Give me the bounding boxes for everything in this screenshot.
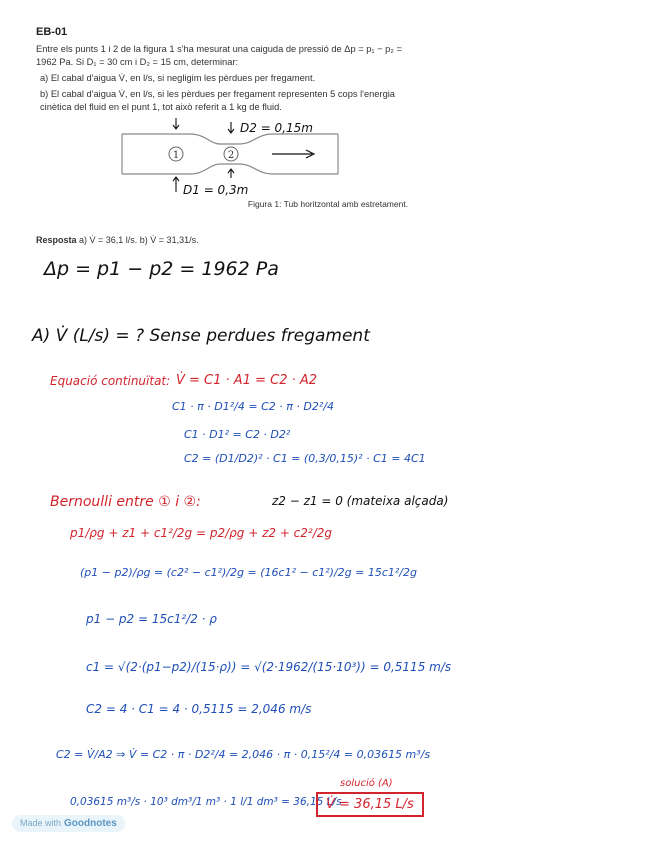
bernoulli-step-1: (p1 − p2)/ρg = (c2² − c1²)/2g = (16c1² − c1²)/2g = 15c1²/2g <box>80 566 417 579</box>
point-2-number: 2 <box>227 150 235 161</box>
d1-label: D1 = 0,3m <box>183 183 249 197</box>
c2-equation: C2 = 4 · C1 = 4 · 0,5115 = 2,046 m/s <box>86 702 312 716</box>
bernoulli-equation: p1/ρg + z1 + c1²/2g = p2/ρg + z2 + c2²/2g <box>70 526 333 540</box>
answer-label: Resposta <box>36 235 77 245</box>
continuity-label: Equació continuïtat: <box>50 374 171 388</box>
continuity-step-3: C2 = (D1/D2)² · C1 = (0,3/0,15)² · C1 = 4C1 <box>184 452 426 465</box>
continuity-step-1: C1 · π · D1²/4 = C2 · π · D2²/4 <box>172 400 334 413</box>
goodnotes-watermark <box>12 815 125 832</box>
flow-arrow <box>272 150 314 158</box>
statement-intro-2: 1962 Pa. Si D₁ = 30 cm i D₂ = 15 cm, determinar: <box>36 57 239 67</box>
pipe-figure <box>0 112 656 202</box>
answer-line <box>36 235 199 245</box>
part-a-title: A) V̇ (L/s) = ? Sense perdues fregament <box>32 326 370 346</box>
conversion-equation: 0,03615 m³/s · 10³ dm³/1 m³ · 1 l/1 dm³ = 36,15 L/s <box>70 796 342 808</box>
statement-part-b-2: cinètica del fluid en el punt 1, tot això referit a 1 kg de fluid. <box>40 102 282 112</box>
answer-text: a) V̇ = 36,1 l/s. b) V̇ = 31,31/s. <box>76 235 199 245</box>
watermark-brand: Goodnotes <box>64 818 117 829</box>
height-note: z2 − z1 = 0 (mateixa alçada) <box>272 494 449 508</box>
continuity-step-2: C1 · D1² = C2 · D2² <box>184 428 291 441</box>
point-1-number: 1 <box>172 150 180 161</box>
watermark-prefix: Made with <box>20 818 62 828</box>
continuity-equation: V̇ = C1 · A1 = C2 · A2 <box>176 373 318 388</box>
bernoulli-step-2: p1 − p2 = 15c1²/2 · ρ <box>86 612 217 626</box>
d2-label: D2 = 0,15m <box>240 121 313 135</box>
statement-intro-1: Entre els punts 1 i 2 de la figura 1 s'ha mesurat una caiguda de pressió de Δp = p₁ − p₂ = <box>36 44 402 54</box>
c1-equation: c1 = √(2·(p1−p2)/(15·ρ)) = √(2·1962/(15·10³)) = 0,5115 m/s <box>86 660 452 674</box>
flow-equation: C2 = V̇/A2 ⇒ V̇ = C2 · π · D2²/4 = 2,046 · π · 0,15²/4 = 0,03615 m³/s <box>56 748 431 761</box>
delta-p-equation: Δp = p1 − p2 = 1962 Pa <box>44 258 279 280</box>
section-arrows <box>173 118 234 192</box>
solution-label: solució (A) <box>340 778 393 789</box>
statement-part-a: a) El cabal d'aigua V̇, en l/s, si negligim les pèrdues per fregament. <box>40 73 316 83</box>
bernoulli-label: Bernoulli entre ① i ②: <box>50 494 201 510</box>
statement-part-b-1: b) El cabal d'aigua V̇, en l/s, si les pèrdues per fregament representen 5 cops l'energia <box>40 89 395 99</box>
solution-box: V̇ = 36,15 L/s <box>316 792 424 817</box>
figure-caption: Figura 1: Tub horitzontal amb estretament. <box>247 199 409 209</box>
exercise-id: EB-01 <box>36 26 68 38</box>
